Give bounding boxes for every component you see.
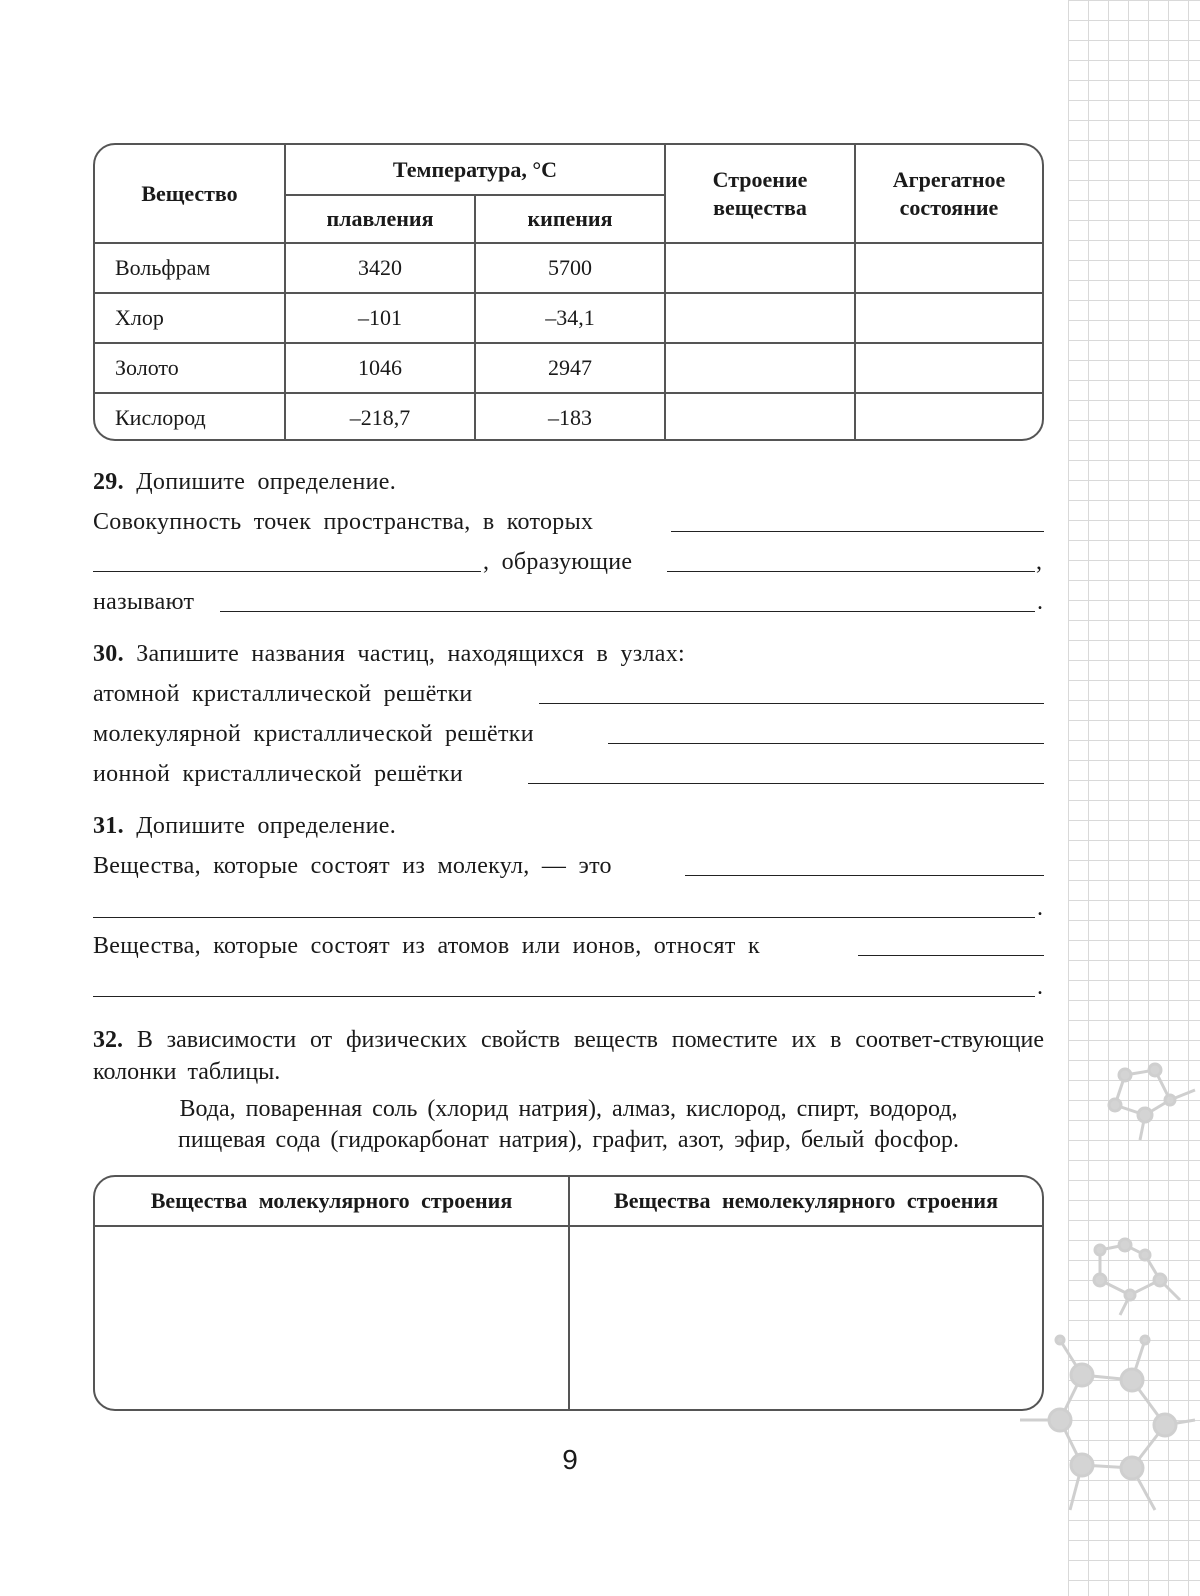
substance-name: Хлор (95, 293, 285, 343)
task32-substance-list (93, 1094, 1044, 1156)
prompt-text: , образующие (483, 549, 633, 575)
header-boiling: кипения (475, 195, 665, 243)
answer-blank[interactable] (858, 955, 1044, 956)
task-title: Запишите названия частиц, находящихся в узлах: (136, 641, 686, 667)
task30-heading (93, 641, 1044, 673)
table-row (95, 293, 1042, 343)
state-answer-cell[interactable] (855, 343, 1042, 393)
boiling-value: 5700 (475, 243, 665, 293)
header-temperature: Температура, °C (285, 145, 665, 195)
structure-answer-cell[interactable] (665, 393, 855, 441)
boiling-value: 2947 (475, 343, 665, 393)
classification-table (93, 1175, 1044, 1411)
punctuation: . (1037, 895, 1044, 921)
task-number: 29. (93, 469, 124, 495)
molecule-decoration-icon (1020, 1040, 1200, 1596)
header-state: Агрегатное состояние (855, 145, 1042, 243)
task-number: 30. (93, 641, 124, 667)
answer-blank[interactable] (671, 531, 1044, 532)
answer-blank[interactable] (528, 783, 1044, 784)
substance-list-line: пищевая сода (гидрокарбонат натрия), графит, азот, эфир, белый фосфор. (178, 1127, 959, 1153)
task-number: 31. (93, 813, 124, 839)
prompt-text: молекулярной кристаллической решётки (93, 721, 534, 747)
prompt-text: атомной кристаллической решётки (93, 681, 473, 707)
task31-line4 (93, 974, 1044, 1006)
melting-value: 1046 (285, 343, 475, 393)
answer-blank[interactable] (667, 571, 1035, 572)
state-answer-cell[interactable] (855, 293, 1042, 343)
answer-blank[interactable] (685, 875, 1044, 876)
task31-line3 (93, 933, 1044, 965)
punctuation: . (1037, 974, 1044, 1000)
structure-answer-cell[interactable] (665, 243, 855, 293)
molecular-answer-cell[interactable] (95, 1228, 568, 1409)
task30-line2 (93, 721, 1044, 753)
answer-blank[interactable] (539, 703, 1044, 704)
prompt-text: Вещества, которые состоят из атомов или ионов, относят к (93, 933, 760, 959)
table-row (95, 343, 1042, 393)
table-row (95, 393, 1042, 441)
divider (568, 1177, 570, 1409)
task29-line2 (93, 549, 1044, 581)
structure-answer-cell[interactable] (665, 293, 855, 343)
punctuation: . (1037, 589, 1044, 615)
boiling-value: –183 (475, 393, 665, 441)
state-answer-cell[interactable] (855, 243, 1042, 293)
page-number: 9 (562, 1444, 578, 1475)
header-nonmolecular: Вещества немолекулярного строения (614, 1188, 998, 1213)
task30-line1 (93, 681, 1044, 713)
task31-line1 (93, 853, 1044, 885)
answer-blank[interactable] (93, 917, 1035, 918)
task-title: В зависимости от физических свойств веществ поместите их в соответ-ствующие колонки таблицы. (93, 1027, 1045, 1085)
melting-value: 3420 (285, 243, 475, 293)
task29-line1 (93, 509, 1044, 541)
substance-list-line: Вода, поваренная соль (хлорид натрия), алмаз, кислород, спирт, водород, (179, 1096, 958, 1122)
melting-value: –218,7 (285, 393, 475, 441)
answer-blank[interactable] (93, 571, 481, 572)
answer-blank[interactable] (608, 743, 1044, 744)
task31-line2 (93, 895, 1044, 927)
header-substance: Вещество (95, 145, 285, 243)
prompt-text: Совокупность точек пространства, в которых (93, 509, 594, 535)
header-molecular: Вещества молекулярного строения (150, 1188, 513, 1213)
prompt-text: Вещества, которые состоят из молекул, — это (93, 853, 612, 879)
header-melting: плавления (285, 195, 475, 243)
task29-line3 (93, 589, 1044, 621)
melting-value: –101 (285, 293, 475, 343)
nonmolecular-answer-cell[interactable] (571, 1228, 1042, 1409)
header-structure: Строение вещества (665, 145, 855, 243)
substance-properties-table (93, 143, 1044, 441)
boiling-value: –34,1 (475, 293, 665, 343)
prompt-text: называют (93, 589, 195, 615)
prompt-text: ионной кристаллической решётки (93, 761, 464, 787)
task32-text (93, 1024, 1044, 1088)
punctuation: , (1036, 549, 1043, 575)
substance-name: Кислород (95, 393, 285, 441)
task31-heading (93, 813, 1044, 845)
task30-line3 (93, 761, 1044, 793)
table-row (95, 243, 1042, 293)
substance-name: Вольфрам (95, 243, 285, 293)
structure-answer-cell[interactable] (665, 343, 855, 393)
task-number: 32. (93, 1027, 123, 1053)
task-title: Допишите определение. (136, 813, 397, 839)
state-answer-cell[interactable] (855, 393, 1042, 441)
substance-name: Золото (95, 343, 285, 393)
answer-blank[interactable] (93, 996, 1035, 997)
task-title: Допишите определение. (136, 469, 397, 495)
answer-blank[interactable] (220, 611, 1035, 612)
task29-heading (93, 469, 1044, 501)
